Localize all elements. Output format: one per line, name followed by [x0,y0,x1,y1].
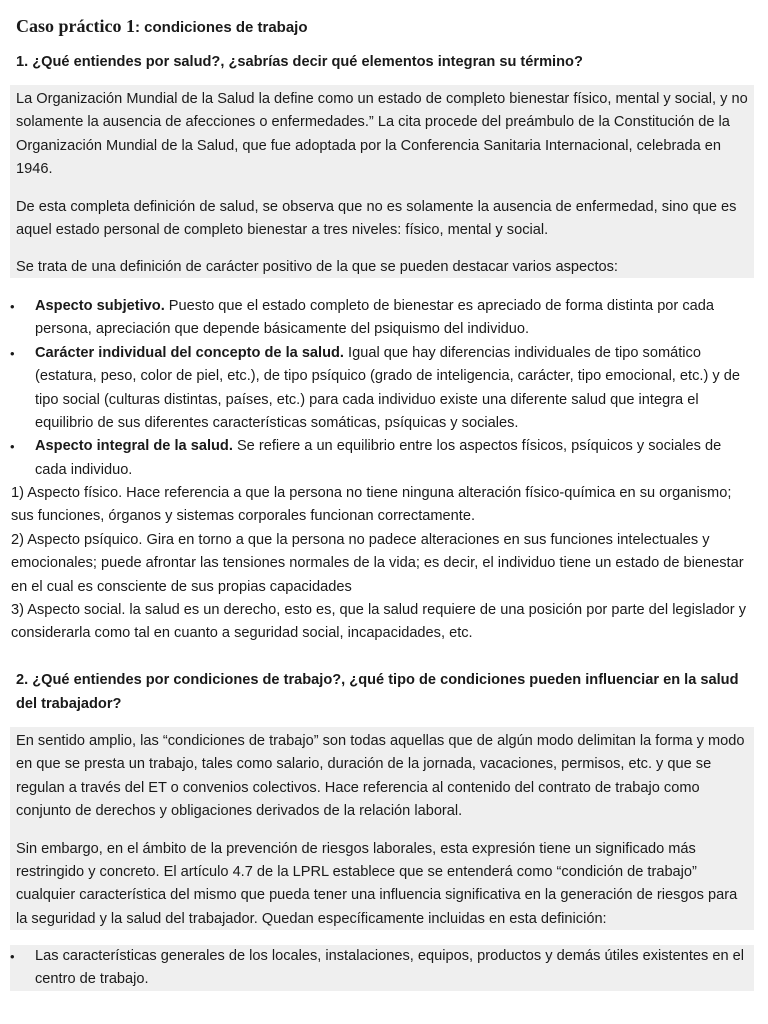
list-item-bold: Aspecto integral de la salud. [35,438,233,455]
aspect-social: 3) Aspecto social. la salud es un derecho, esto es, que la salud requiere de una posición por parte del legislador y considerarla como tal en cuanto a seguridad social, incapacidades, etc. [11,602,747,642]
answer-2-paragraph-1: En sentido amplio, las “condiciones de trabajo” son todas aquellas que de algún modo delimitan la forma y modo en que se presta un trabajo, tales como salario, duración de la jornada, vacaciones, permisos, etc. y que se regulan a través del ET o convenios colectivos. Hace referencia al contenido del contrato de trabajo como conjunto de derechos y obligaciones derivados de la relación laboral. [16,733,745,820]
answer-2-box [10,727,754,930]
aspect-physical: 1) Aspecto físico. Hace referencia a que la persona no tiene ninguna alteración físico-química en su organismo; sus funciones, órganos y sistemas corporales funcionan correctamente. [11,485,732,525]
aspects-list [10,295,754,482]
list-item-bold: Aspecto subjetivo. [35,298,165,314]
list-item-text: Se refiere a un equilibrio entre los aspectos físicos, psíquicos y sociales de cada individuo. [35,438,722,478]
bullet-icon: • [10,439,15,455]
answer-1-paragraph-2: De esta completa definición de salud, se observa que no es solamente la ausencia de enfermedad, sino que es aquel estado personal de completo bienestar a tres niveles: físico, mental y social. [16,198,737,239]
title-rest-part: : condiciones de trabajo [134,19,308,36]
list-item-bold: Carácter individual del concepto de la salud. [35,344,344,361]
bullet-icon: • [10,345,15,361]
question-1: 1. ¿Qué entiendes por salud?, ¿sabrías decir qué elementos integran su término? [16,54,583,70]
answer-1-paragraph-1: La Organización Mundial de la Salud la define como un estado de completo bienestar físico, mental y social, y no solamente la ausencia de afecciones o enfermedades.” La cita procede del preámbulo de la Constitución de la Organización Mundial de la Salud, que fue adoptada por la Conferencia Sanitaria Internacional, celebrada en 1946. [16,91,748,178]
list-item-text: Puesto que el estado completo de bienestar es apreciado de forma distinta por cada persona, apreciación que depende básicamente del psiquismo del individuo. [35,298,714,338]
bullet-icon: • [10,299,15,314]
bullet-icon: • [10,949,15,964]
answer-1-paragraph-3: Se trata de una definición de carácter positivo de la que se pueden destacar varios aspectos: [16,259,618,276]
list-item [10,435,754,482]
aspect-psychic: 2) Aspecto psíquico. Gira en torno a que la persona no padece alteraciones en sus funciones intelectuales y emocionales; puede afrontar las tensiones normales de la vida; es decir, el individuo tiene un estado de bienestar en el cual es consciente de sus propias capacidades [11,532,744,595]
answer-2-paragraph-2: Sin embargo, en el ámbito de la prevención de riesgos laborales, esta expresión tiene un significado más restringido y concreto. El artículo 4.7 de la LPRL establece que se entenderá como “condición de trabajo” cualquier característica del mismo que pueda tener una influencia significativa en la generación de riesgos para la seguridad y la salud del trabajador. Quedan específicamente incluidas en esta definición: [16,840,738,927]
document-title [16,14,756,40]
list-item [10,295,754,342]
title-serif-part: Caso práctico 1 [16,16,135,36]
answer-1-box [10,85,754,278]
list-item-text: Las características generales de los locales, instalaciones, equipos, productos y demás útiles existentes en el centro de trabajo. [35,948,744,988]
list-item [10,945,754,992]
list-item-text: Igual que hay diferencias individuales de tipo somático (estatura, peso, color de piel, etc.), de tipo psíquico (grado de inteligencia, carácter, tipo emocional, etc.) y de tipo social (culturas distintas, países, etc.) para cada individuo existe una diferente salud que integra el equilibrio de sus diferentes características somáticas, psíquicas y sociales. [35,344,740,432]
conditions-list [10,945,754,991]
list-item [10,342,754,436]
question-2: 2. ¿Qué entiendes por condiciones de trabajo?, ¿qué tipo de condiciones pueden influenciar en la salud del trabajador? [16,672,739,712]
